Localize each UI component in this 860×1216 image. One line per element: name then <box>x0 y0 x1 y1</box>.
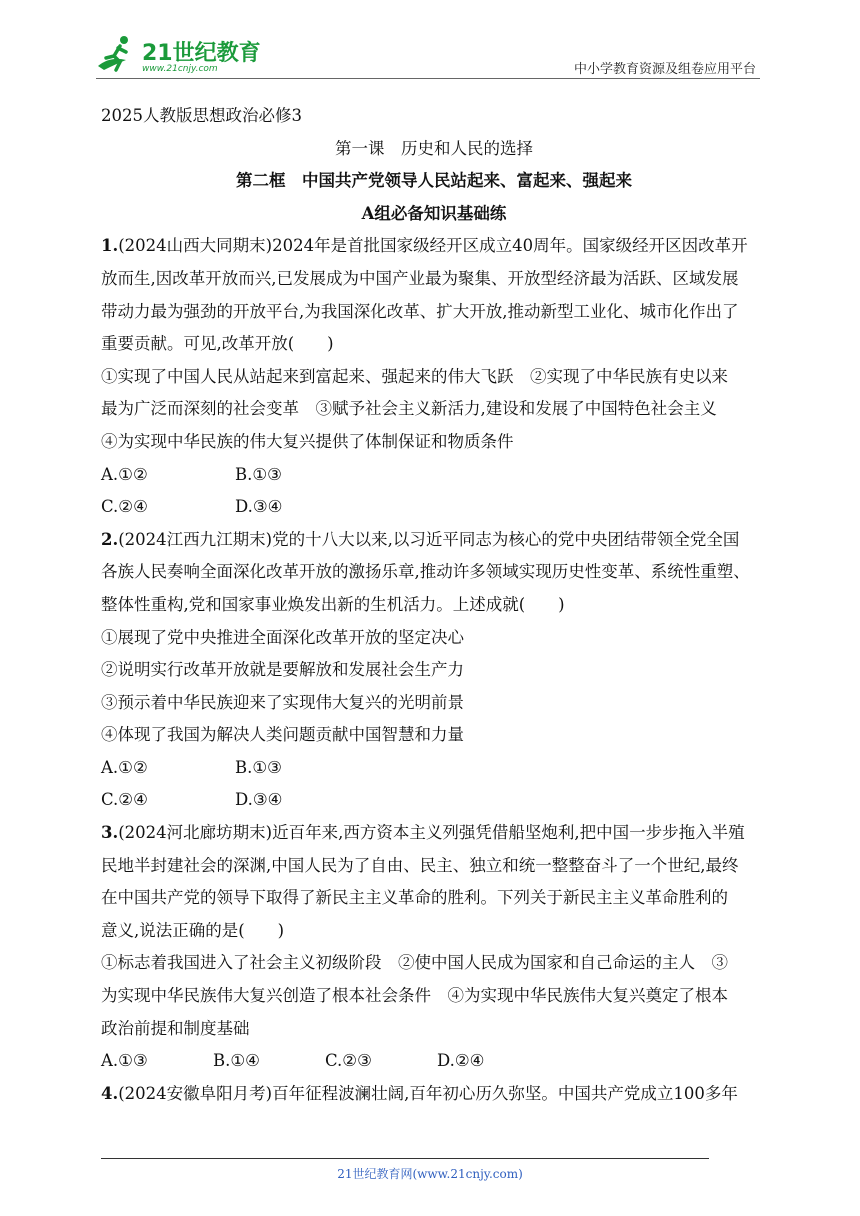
statement: ①标志着我国进入了社会主义初级阶段 ②使中国人民成为国家和自己命运的主人 ③ <box>101 953 728 973</box>
section-title: 第二框 中国共产党领导人民站起来、富起来、强起来 <box>236 171 632 191</box>
platform-label: 中小学教育资源及组卷应用平台 <box>573 62 756 77</box>
statement: 最为广泛而深刻的社会变革 ③赋予社会主义新活力,建设和发展了中国特色社会主义 <box>101 399 717 419</box>
statement: ③预示着中华民族迎来了实现伟大复兴的光明前景 <box>101 692 464 712</box>
question-1 <box>101 230 767 523</box>
document-body <box>101 100 767 1110</box>
statement: ②说明实行改革开放就是要解放和发展社会生产力 <box>101 660 464 680</box>
question-2 <box>101 524 767 817</box>
question-number: 2. <box>101 529 119 549</box>
question-text: 意义,说法正确的是( ) <box>101 920 285 940</box>
question-text: 民地半封建社会的深渊,中国人民为了自由、民主、独立和统一整整奋斗了一个世纪,最终 <box>101 855 739 875</box>
runner-logo-icon <box>96 34 140 78</box>
option-d: D.③④ <box>235 790 283 810</box>
logo <box>96 34 266 78</box>
footer-divider <box>101 1158 709 1159</box>
question-text: (2024山西大同期末)2024年是首批国家级经开区成立40周年。国家级经开区因改革开 <box>118 236 748 256</box>
question-number: 1. <box>101 236 119 256</box>
option-a: A.①② <box>101 757 148 777</box>
options-row <box>101 459 767 492</box>
logo-text: 21世纪教育 <box>142 41 261 66</box>
question-text: 在中国共产党的领导下取得了新民主主义革命的胜利。下列关于新民主主义革命胜利的 <box>101 888 728 908</box>
question-4 <box>101 1078 767 1111</box>
statement: 政治前提和制度基础 <box>101 1018 250 1038</box>
options-row <box>101 752 767 785</box>
option-a: A.①③ <box>101 1051 148 1071</box>
options-row <box>101 1045 767 1078</box>
group-title: A组必备知识基础练 <box>361 203 507 223</box>
footer-link[interactable]: 21世纪教育网(www.21cnjy.com) <box>337 1167 523 1181</box>
question-text: (2024江西九江期末)党的十八大以来,以习近平同志为核心的党中央团结带领全党全国 <box>118 529 740 549</box>
statement: 为实现中华民族伟大复兴创造了根本社会条件 ④为实现中华民族伟大复兴奠定了根本 <box>101 986 728 1006</box>
question-text: (2024安徽阜阳月考)百年征程波澜壮阔,百年初心历久弥坚。中国共产党成立100多年 <box>118 1083 738 1103</box>
lesson-title: 第一课 历史和人民的选择 <box>335 138 533 158</box>
statement: ①展现了党中央推进全面深化改革开放的坚定决心 <box>101 627 464 647</box>
question-text: (2024河北廊坊期末)近百年来,西方资本主义列强凭借船坚炮利,把中国一步步拖入半殖 <box>118 823 745 843</box>
option-c: C.②③ <box>325 1051 372 1071</box>
option-b: B.①④ <box>213 1051 260 1071</box>
logo-url: www.21cnjy.com <box>142 64 218 74</box>
statement: ①实现了中国人民从站起来到富起来、强起来的伟大飞跃 ②实现了中华民族有史以来 <box>101 366 728 386</box>
page-header <box>0 0 860 90</box>
option-c: C.②④ <box>101 497 148 517</box>
option-a: A.①② <box>101 464 148 484</box>
question-number: 3. <box>101 823 119 843</box>
option-b: B.①③ <box>235 757 282 777</box>
question-number: 4. <box>101 1083 119 1103</box>
question-text: 放而生,因改革开放而兴,已发展成为中国产业最为聚集、开放型经济最为活跃、区域发展 <box>101 268 739 288</box>
option-d: D.③④ <box>235 497 283 517</box>
option-b: B.①③ <box>235 464 282 484</box>
statement: ④为实现中华民族的伟大复兴提供了体制保证和物质条件 <box>101 431 514 451</box>
options-row <box>101 784 767 817</box>
series-title: 2025人教版思想政治必修3 <box>101 106 302 125</box>
question-text: 整体性重构,党和国家事业焕发出新的生机活力。上述成就( ) <box>101 594 565 614</box>
question-text: 带动力最为强劲的开放平台,为我国深化改革、扩大开放,推动新型工业化、城市化作出了 <box>101 301 739 321</box>
option-d: D.②④ <box>437 1051 485 1071</box>
question-3 <box>101 817 767 1078</box>
option-c: C.②④ <box>101 790 148 810</box>
options-row <box>101 491 767 524</box>
question-text: 重要贡献。可见,改革开放( ) <box>101 334 334 354</box>
statement: ④体现了我国为解决人类问题贡献中国智慧和力量 <box>101 725 464 745</box>
question-text: 各族人民奏响全面深化改革开放的激扬乐章,推动许多领域实现历史性变革、系统性重塑、 <box>101 562 750 582</box>
header-divider <box>96 78 760 79</box>
